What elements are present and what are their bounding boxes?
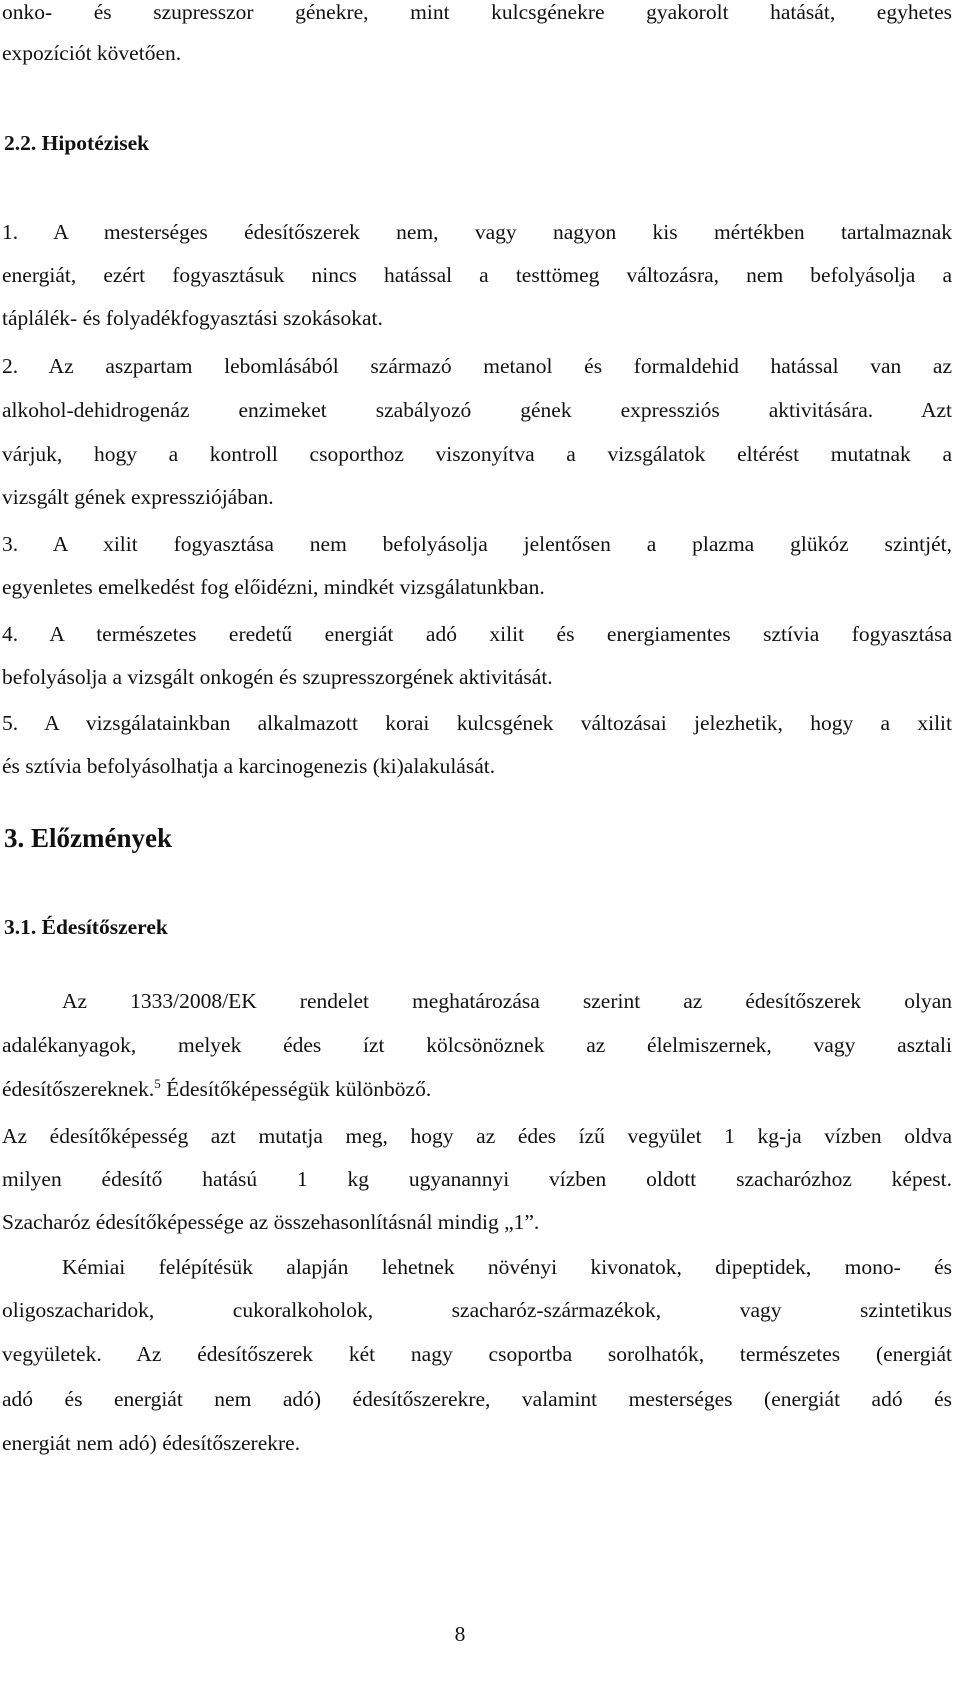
intro-line-1: onko- és szupresszor génekre, mint kulcsgénekre gyakorolt hatását, egyhetes [2, 0, 952, 24]
footnote-marker[interactable]: 5 [154, 1075, 161, 1091]
para2-line-1: Az édesítőképesség azt mutatja meg, hogy az édes ízű vegyület 1 kg-ja vízben oldva [2, 1124, 952, 1148]
hypothesis-2-line-4: vizsgált gének expressziójában. [2, 485, 274, 509]
hypothesis-5-line-1: 5. A vizsgálatainkban alkalmazott korai kulcsgének változásai jelezhetik, hogy a xilit [2, 711, 952, 735]
hypothesis-4-line-2: befolyásolja a vizsgált onkogén és szupresszorgének aktivitását. [2, 665, 553, 689]
hypothesis-5-line-2: és sztívia befolyásolhatja a karcinogenezis (ki)alakulását. [2, 754, 496, 778]
para1-line-3-rest: Édesítőképességük különböző. [160, 1077, 432, 1101]
hypothesis-2-line-3: várjuk, hogy a kontroll csoporthoz viszonyítva a vizsgálatok eltérést mutatnak a [2, 442, 952, 466]
hypothesis-3-line-1: 3. A xilit fogyasztása nem befolyásolja jelentősen a plazma glükóz szintjét, [2, 532, 952, 556]
hypothesis-1-line-1: 1. A mesterséges édesítőszerek nem, vagy nagyon kis mértékben tartalmaznak [2, 220, 952, 244]
para3-line-3: vegyületek. Az édesítőszerek két nagy csoportba sorolhatók, természetes (energiát [2, 1342, 952, 1366]
hypothesis-3-line-2: egyenletes emelkedést fog előidézni, mindkét vizsgálatunkban. [2, 575, 545, 599]
para3-line-2: oligoszacharidok, cukoralkoholok, szacharóz-származékok, vagy szintetikus [2, 1298, 952, 1322]
page-number: 8 [454, 1622, 466, 1646]
para2-line-3: Szacharóz édesítőképessége az összehasonlításnál mindig „1”. [2, 1210, 540, 1234]
section-heading-background: 3. Előzmények [4, 823, 172, 853]
section-heading-hypotheses: 2.2. Hipotézisek [4, 131, 150, 155]
hypothesis-1-line-3: táplálék- és folyadékfogyasztási szokásokat. [2, 306, 383, 330]
para1-line-3 [2, 1075, 952, 1103]
para3-line-1: Kémiai felépítésük alapján lehetnek növényi kivonatok, dipeptidek, mono- és [62, 1255, 952, 1279]
hypothesis-4-line-1: 4. A természetes eredetű energiát adó xilit és energiamentes sztívia fogyasztása [2, 622, 952, 646]
intro-line-2: expozíciót követően. [2, 41, 182, 65]
hypothesis-1-line-2: energiát, ezért fogyasztásuk nincs hatással a testtömeg változásra, nem befolyásolja a [2, 263, 952, 287]
para3-line-4: adó és energiát nem adó) édesítőszerekre, valamint mesterséges (energiát adó és [2, 1387, 952, 1411]
para2-line-2: milyen édesítő hatású 1 kg ugyanannyi vízben oldott szacharózhoz képest. [2, 1167, 952, 1191]
para1-line-2: adalékanyagok, melyek édes ízt kölcsönöznek az élelmiszernek, vagy asztali [2, 1033, 952, 1057]
para3-line-5: energiát nem adó) édesítőszerekre. [2, 1431, 301, 1455]
section-heading-sweeteners: 3.1. Édesítőszerek [4, 915, 168, 939]
hypothesis-2-line-1: 2. Az aszpartam lebomlásából származó metanol és formaldehid hatással van az [2, 354, 952, 378]
para1-line-3-text: édesítőszereknek. [2, 1077, 155, 1101]
para1-line-1: Az 1333/2008/EK rendelet meghatározása szerint az édesítőszerek olyan [62, 989, 952, 1013]
hypothesis-2-line-2: alkohol-dehidrogenáz enzimeket szabályozó gének expressziós aktivitására. Azt [2, 398, 952, 422]
